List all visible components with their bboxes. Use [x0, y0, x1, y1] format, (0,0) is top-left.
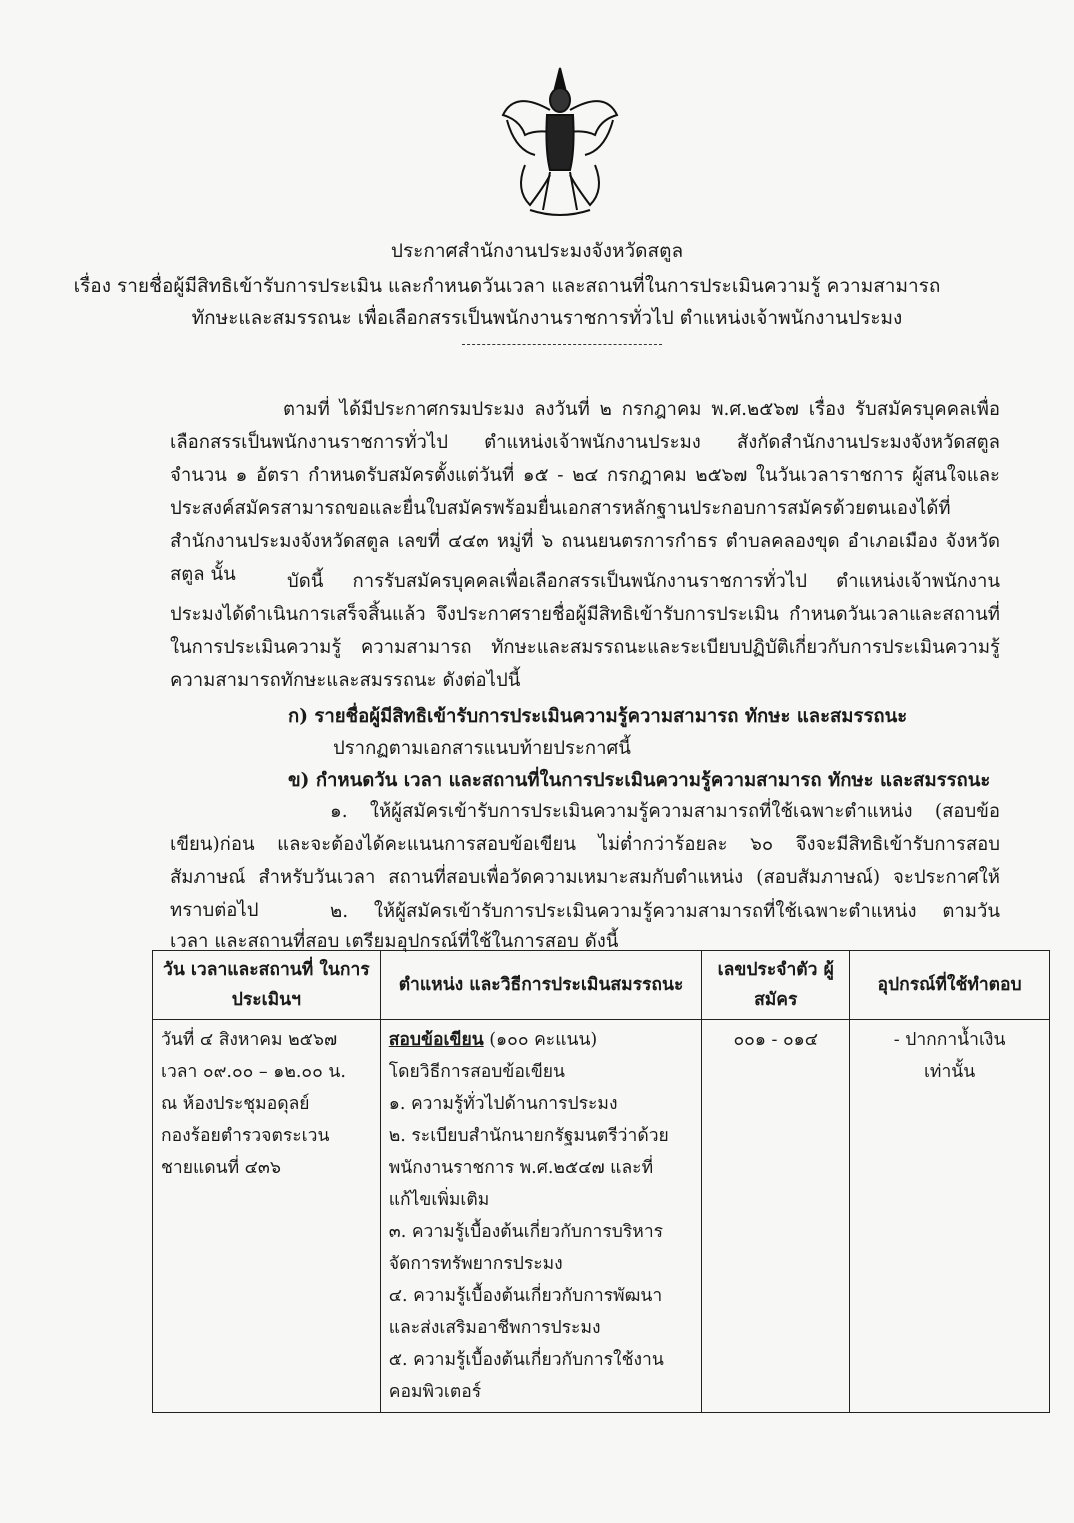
section-b-title: ข) กำหนดวัน เวลา และสถานที่ในการประเมินความรู้ความสามารถ ทักษะ และสมรรถนะ — [288, 770, 991, 791]
table-row — [153, 1020, 1050, 1413]
exam-topic: ๓. ความรู้เบื้องต้นเกี่ยวกับการบริหารจัดการทรัพยากรประมง — [388, 1222, 664, 1274]
cell-datetime: วันที่ ๔ สิงหาคม ๒๕๖๗ เวลา ๐๙.๐๐ – ๑๒.๐๐ น. ณ ห้องประชุมอดุลย์ กองร้อยตำรวจตระเวน ชายแดนที่ ๔๓๖ — [153, 1020, 381, 1413]
subject-line-1: เรื่อง รายชื่อผู้มีสิทธิเข้ารับการประเมิน และกำหนดวันเวลา และสถานที่ในการประเมินความรู้ ความสามารถ — [73, 275, 941, 297]
header-equipment: อุปกรณ์ที่ใช้ทำตอบ — [850, 951, 1050, 1020]
header-datetime: วัน เวลาและสถานที่ ในการประเมินฯ — [153, 951, 381, 1020]
exam-topic: ๑. ความรู้ทั่วไปด้านการประมง — [388, 1094, 618, 1114]
subject-line-2: ทักษะและสมรรถนะ เพื่อเลือกสรรเป็นพนักงานราชการทั่วไป ตำแหน่งเจ้าพนักงานประมง — [191, 307, 903, 329]
title-separator — [462, 344, 662, 345]
exam-schedule-table — [152, 950, 1050, 1413]
paragraph-1: ตามที่ ได้มีประกาศกรมประมง ลงวันที่ ๒ กรกฎาคม พ.ศ.๒๕๖๗ เรื่อง รับสมัครบุคคลเพื่อเลือกสรรเป็นพนักงานราชการทั่วไป ตำแหน่งเจ้าพนักงานประมง สังกัดสำนักงานประมงจังหวัดสตูล จำนวน ๑ อัตรา กำหนดรับสมัครตั้งแต่วันที่ ๑๕ - ๒๔ กรกฎาคม ๒๕๖๗ ในวันเวลาราชการ ผู้สนใจและประสงค์สมัครสามารถขอและยื่นใบสมัครพร้อมยื่นเอกสารหลักฐานประกอบการสมัครด้วยตนเองได้ที่ สำนักงานประมงจังหวัดสตูล เลขที่ ๔๔๓ หมู่ที่ ๖ ถนนยนตรการกำธร ตำบลคลองขุด อำเภอเมือง จังหวัดสตูล นั้น — [170, 399, 1000, 585]
section-a-title: ก) รายชื่อผู้มีสิทธิเข้ารับการประเมินความรู้ความสามารถ ทักษะ และสมรรถนะ — [288, 706, 908, 727]
paragraph-2: บัดนี้ การรับสมัครบุคคลเพื่อเลือกสรรเป็นพนักงานราชการทั่วไป ตำแหน่งเจ้าพนักงานประมงได้ดำเนินการเสร็จสิ้นแล้ว จึงประกาศรายชื่อผู้มีสิทธิเข้ารับการประเมิน กำหนดวันเวลาและสถานที่ในการประเมินความรู้ ความสามารถ ทักษะและสมรรถนะและระเบียบปฏิบัติเกี่ยวกับการประเมินความรู้ ความสามารถทักษะและสมรรถนะ ดังต่อไปนี้ — [170, 571, 1000, 691]
exam-topic: ๕. ความรู้เบื้องต้นเกี่ยวกับการใช้งานคอมพิวเตอร์ — [388, 1350, 664, 1402]
exam-topic: ๒. ระเบียบสำนักนายกรัฐมนตรีว่าด้วยพนักงานราชการ พ.ศ.๒๕๔๗ และที่แก้ไขเพิ่มเติม — [388, 1126, 669, 1210]
announcement-title: ประกาศสำนักงานประมงจังหวัดสตูล — [390, 240, 684, 262]
cell-equipment: - ปากกาน้ำเงิน เท่านั้น — [850, 1020, 1050, 1413]
table-header-row — [153, 951, 1050, 1020]
section-b-item-1: ๑. ให้ผู้สมัครเข้ารับการประเมินความรู้ความสามารถที่ใช้เฉพาะตำแหน่ง (สอบข้อเขียน)ก่อน และจะต้องได้คะแนนการสอบข้อเขียน ไม่ต่ำกว่าร้อยละ ๖๐ จึงจะมีสิทธิเข้ารับการสอบสัมภาษณ์ สำหรับวันเวลา สถานที่สอบเพื่อวัดความเหมาะสมกับตำแหน่ง (สอบสัมภาษณ์) จะประกาศให้ทราบต่อไป — [170, 801, 1000, 921]
exam-score: (๑๐๐ คะแนน) — [483, 1030, 598, 1050]
exam-topic: ๔. ความรู้เบื้องต้นเกี่ยวกับการพัฒนาและส่งเสริมอาชีพการประมง — [388, 1286, 663, 1338]
header-applicant-id: เลขประจำตัว ผู้สมัคร — [702, 951, 850, 1020]
exam-title: สอบข้อเขียน — [388, 1030, 484, 1050]
header-position: ตำแหน่ง และวิธีการประเมินสมรรถนะ — [380, 951, 702, 1020]
garuda-emblem-icon — [495, 60, 625, 225]
cell-applicant-ids: ๐๐๑ - ๐๑๔ — [702, 1020, 850, 1413]
cell-exam-details — [380, 1020, 702, 1413]
exam-method: โดยวิธีการสอบข้อเขียน — [388, 1062, 566, 1082]
section-a-text: ปรากฏตามเอกสารแนบท้ายประกาศนี้ — [333, 738, 631, 759]
section-b-item-2: ๒. ให้ผู้สมัครเข้ารับการประเมินความรู้ความสามารถที่ใช้เฉพาะตำแหน่ง ตามวัน เวลา และสถานที่สอบ เตรียมอุปกรณ์ที่ใช้ในการสอบ ดังนี้ — [170, 901, 1000, 952]
